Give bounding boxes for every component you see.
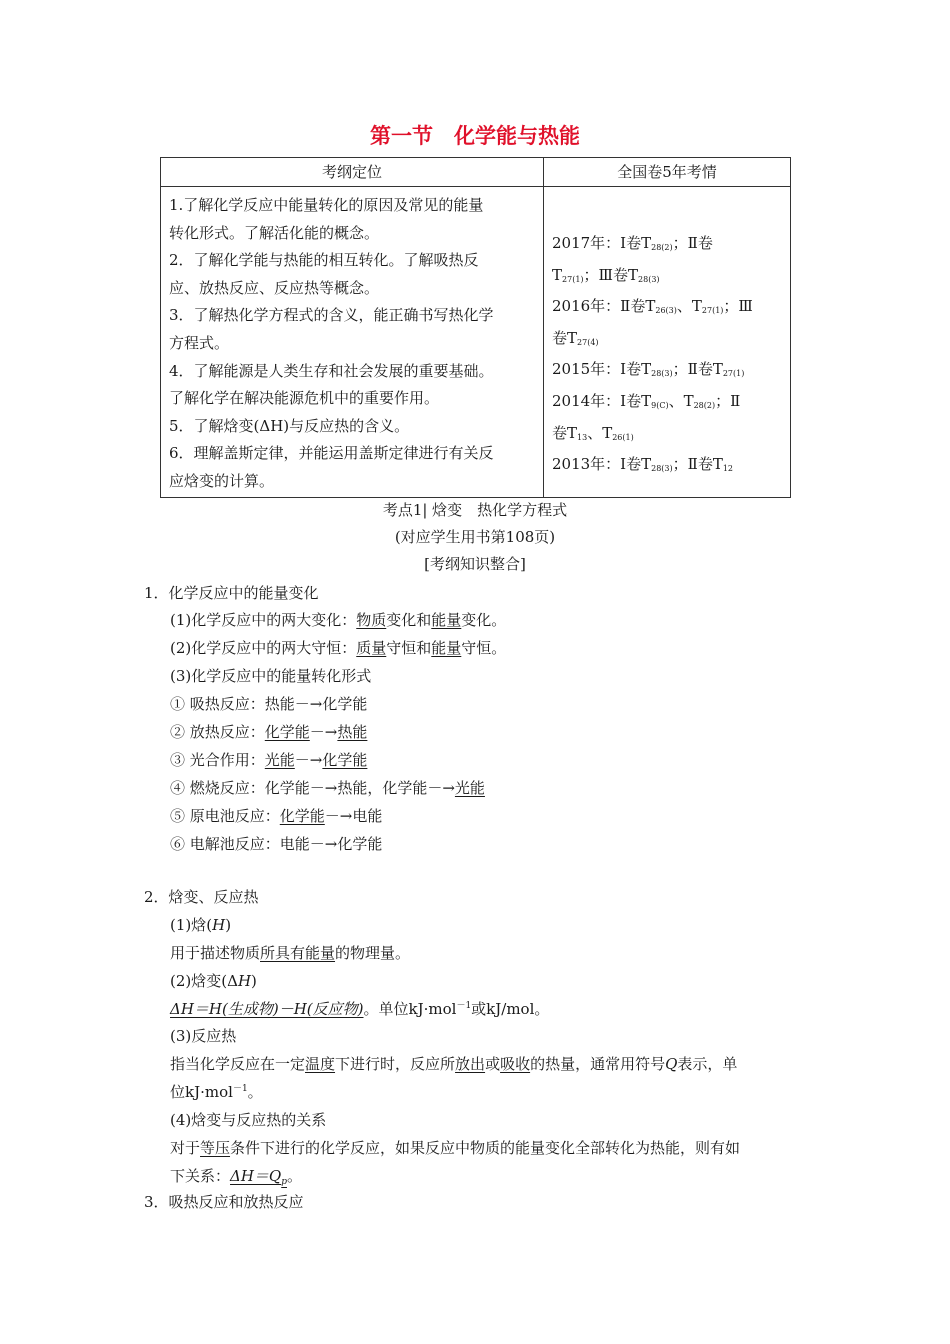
table-divider-horizontal	[161, 186, 790, 187]
exam-line-2014-cont: 卷$T_{13}$、$T_{26(1)}$	[552, 423, 634, 442]
syllabus-line: 2．了解化学能与热能的相互转化。了解吸热反	[169, 251, 479, 270]
syllabus-cell	[169, 192, 537, 496]
para-enthalpy-def: 用于描述物质所具有能量的物理量。	[170, 944, 411, 962]
syllabus-line: 6．理解盖斯定律，并能运用盖斯定律进行有关反	[169, 444, 494, 463]
para-enthalpy-formula: ΔH＝H(生成物)－H(反应物)。单位kJ·mol$^{-1}$或kJ/mol。	[170, 1000, 550, 1018]
exam-line-2017-cont: $T_{27(1)}$；Ⅲ卷$T_{28(3)}$	[552, 265, 660, 284]
header-exam-history: 全国卷5年考情	[617, 163, 717, 181]
syllabus-line: 应焓变的计算。	[169, 471, 275, 490]
syllabus-line: 应、放热反应、反应热等概念。	[169, 278, 380, 297]
header-syllabus: 考纲定位	[321, 163, 382, 181]
syllabus-line: 4．了解能源是人类生存和社会发展的重要基础。	[169, 361, 494, 380]
section-subheading: (对应学生用书第108页)	[394, 528, 556, 546]
para-enthalpy-change-label: (2)焓变(ΔH)	[170, 972, 257, 990]
item-exothermic: ② 放热反应：化学能－→热能	[170, 723, 368, 741]
exam-line-2016: 2016年：Ⅱ卷$T_{26(3)}$、$T_{27(1)}$；Ⅲ	[552, 297, 753, 316]
item-electrolytic-cell: ⑥ 电解池反应：电能－→化学能	[170, 835, 383, 853]
heading-endo-exo: 3．吸热反应和放热反应	[144, 1193, 304, 1211]
para-relation-def: 对于等压条件下进行的化学反应，如果反应中物质的能量变化全部转化为热能，则有如	[170, 1139, 741, 1157]
item-combustion: ④ 燃烧反应：化学能－→热能，化学能－→光能	[170, 779, 485, 797]
item-galvanic-cell: ⑤ 原电池反应：化学能－→电能	[170, 807, 383, 825]
syllabus-line: 方程式。	[169, 333, 230, 352]
para-conversion-forms: (3)化学反应中的能量转化形式	[170, 667, 372, 685]
syllabus-line: 5．了解焓变(ΔH)与反应热的含义。	[169, 416, 410, 435]
para-enthalpy-label: (1)焓(H)	[170, 916, 232, 934]
page-title: 第一节 化学能与热能	[370, 124, 580, 148]
exam-line-2013: 2013年：Ⅰ卷$T_{28(3)}$；Ⅱ卷$T_{12}$	[552, 455, 734, 474]
exam-line-2016-cont: 卷$T_{27(4)}$	[552, 328, 599, 347]
syllabus-line: 1.了解化学反应中能量转化的原因及常见的能量	[169, 196, 484, 214]
item-photosynthesis: ③ 光合作用：光能－→化学能	[170, 751, 368, 769]
para-reaction-heat-label: (3)反应热	[170, 1027, 237, 1045]
exam-history-cell	[552, 230, 784, 483]
exam-line-2017: 2017年：Ⅰ卷$T_{28(2)}$；Ⅱ卷	[552, 234, 713, 252]
table-divider-vertical	[543, 158, 544, 497]
section-heading: 考点1| 焓变 热化学方程式	[382, 501, 568, 519]
section-tag: [考纲知识整合]	[424, 555, 526, 573]
syllabus-line: 了解化学在解决能源危机中的重要作用。	[169, 389, 440, 408]
para-reaction-heat-def: 指当化学反应在一定温度下进行时，反应所放出或吸收的热量，通常用符号Q表示，单	[170, 1055, 738, 1073]
syllabus-line: 转化形式。了解活化能的概念。	[169, 223, 380, 242]
item-endothermic: ① 吸热反应：热能－→化学能	[170, 695, 368, 713]
para-relation-formula: 下关系：$\Delta H=Q_p$。	[170, 1167, 303, 1187]
para-relation-label: (4)焓变与反应热的关系	[170, 1111, 327, 1129]
exam-line-2015: 2015年：Ⅰ卷$T_{28(3)}$；Ⅱ卷$T_{27(1)}$	[552, 360, 745, 379]
syllabus-line: 3．了解热化学方程式的含义，能正确书写热化学	[169, 306, 494, 325]
exam-line-2014: 2014年：Ⅰ卷$T_{9(C)}$、$T_{28(2)}$；Ⅱ	[552, 391, 741, 410]
para-two-conservations: (2)化学反应中的两大守恒：质量守恒和能量守恒。	[170, 639, 507, 657]
para-reaction-heat-unit: 位kJ·mol$^{-1}$。	[170, 1083, 263, 1101]
syllabus-table	[160, 157, 791, 498]
para-two-changes: (1)化学反应中的两大变化：物质变化和能量变化。	[170, 611, 507, 629]
heading-energy-change: 1．化学反应中的能量变化	[144, 584, 319, 602]
heading-enthalpy: 2．焓变、反应热	[144, 888, 259, 906]
